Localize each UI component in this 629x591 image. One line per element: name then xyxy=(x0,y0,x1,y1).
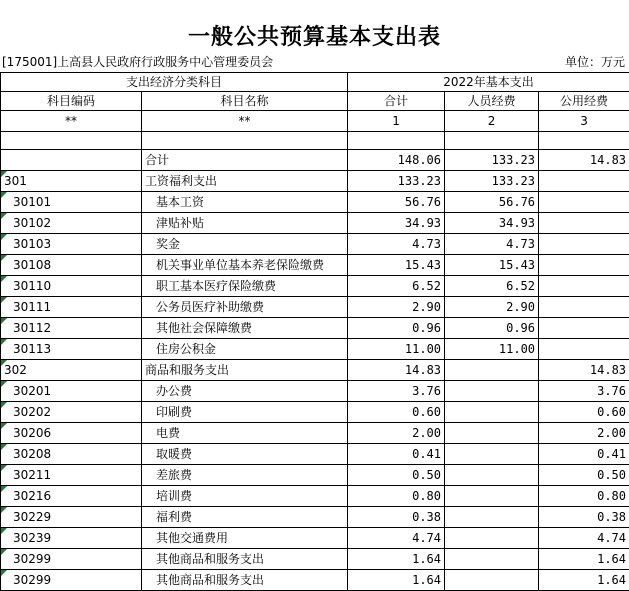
cell-personnel[interactable] xyxy=(445,402,539,423)
cell-code-text: 30112 xyxy=(13,321,51,335)
spacer-cell xyxy=(1,132,142,150)
cell-public[interactable] xyxy=(539,276,629,297)
cell-personnel[interactable] xyxy=(445,486,539,507)
cell-code[interactable] xyxy=(1,549,142,570)
cell-total[interactable]: 4.73 xyxy=(348,234,445,255)
spacer-cell xyxy=(445,132,539,150)
header-personnel: 人员经费 xyxy=(445,92,539,111)
cell-code-text: 30111 xyxy=(13,300,51,314)
cell-total[interactable]: 148.06 xyxy=(348,150,445,171)
index-total: 1 xyxy=(348,111,445,132)
cell-total[interactable]: 11.00 xyxy=(348,339,445,360)
cell-marker-icon xyxy=(1,465,7,471)
cell-name[interactable]: 工资福利支出 xyxy=(142,171,348,192)
cell-total[interactable]: 0.96 xyxy=(348,318,445,339)
cell-code-text: 30208 xyxy=(13,447,51,461)
cell-personnel[interactable] xyxy=(445,465,539,486)
cell-personnel[interactable]: 56.76 xyxy=(445,192,539,213)
spacer-cell xyxy=(539,132,629,150)
index-code: ** xyxy=(1,111,142,132)
cell-personnel[interactable] xyxy=(445,549,539,570)
cell-code[interactable] xyxy=(1,507,142,528)
header-total: 合计 xyxy=(348,92,445,111)
cell-public[interactable] xyxy=(539,213,629,234)
table-row xyxy=(1,213,629,234)
table-row xyxy=(1,570,629,591)
cell-total[interactable]: 14.83 xyxy=(348,360,445,381)
table-row xyxy=(1,465,629,486)
cell-marker-icon xyxy=(1,276,7,282)
cell-name[interactable]: 其他交通费用 xyxy=(142,528,348,549)
cell-name[interactable]: 培训费 xyxy=(142,486,348,507)
header-code: 科目编码 xyxy=(1,92,142,111)
cell-code[interactable] xyxy=(1,150,142,171)
cell-code-text: 30103 xyxy=(13,237,51,251)
cell-personnel[interactable]: 11.00 xyxy=(445,339,539,360)
cell-personnel[interactable]: 133.23 xyxy=(445,171,539,192)
cell-personnel[interactable]: 133.23 xyxy=(445,150,539,171)
cell-public[interactable]: 0.60 xyxy=(539,402,629,423)
cell-personnel[interactable] xyxy=(445,360,539,381)
table-row xyxy=(1,444,629,465)
cell-name[interactable]: 差旅费 xyxy=(142,465,348,486)
header-row-index xyxy=(1,111,629,132)
cell-code[interactable] xyxy=(1,255,142,276)
cell-public[interactable]: 0.80 xyxy=(539,486,629,507)
cell-personnel[interactable] xyxy=(445,507,539,528)
cell-code-text: 30113 xyxy=(13,342,51,356)
cell-name[interactable]: 津贴补贴 xyxy=(142,213,348,234)
cell-personnel[interactable] xyxy=(445,444,539,465)
cell-code-text: 30216 xyxy=(13,489,51,503)
cell-name[interactable]: 印刷费 xyxy=(142,402,348,423)
cell-public[interactable]: 1.64 xyxy=(539,549,629,570)
cell-public[interactable] xyxy=(539,192,629,213)
cell-code-text: 302 xyxy=(4,363,27,377)
unit-label: 单位：万元 xyxy=(565,53,625,71)
cell-total[interactable]: 3.76 xyxy=(348,381,445,402)
index-personnel: 2 xyxy=(445,111,539,132)
cell-marker-icon xyxy=(1,528,7,534)
cell-name[interactable]: 电费 xyxy=(142,423,348,444)
table-row xyxy=(1,549,629,570)
cell-total[interactable]: 6.52 xyxy=(348,276,445,297)
cell-marker-icon xyxy=(1,423,7,429)
index-name: ** xyxy=(142,111,348,132)
table-row xyxy=(1,381,629,402)
report-subheader xyxy=(0,53,629,71)
cell-code[interactable] xyxy=(1,276,142,297)
cell-public[interactable] xyxy=(539,255,629,276)
cell-total[interactable]: 15.43 xyxy=(348,255,445,276)
cell-personnel[interactable]: 15.43 xyxy=(445,255,539,276)
cell-marker-icon xyxy=(1,507,7,513)
cell-code-text: 30202 xyxy=(13,405,51,419)
cell-total[interactable]: 0.41 xyxy=(348,444,445,465)
header-row-columns xyxy=(1,92,629,111)
cell-name[interactable]: 住房公积金 xyxy=(142,339,348,360)
table-row xyxy=(1,486,629,507)
cell-name[interactable]: 其他商品和服务支出 xyxy=(142,549,348,570)
table-row xyxy=(1,234,629,255)
cell-public[interactable]: 3.76 xyxy=(539,381,629,402)
cell-total[interactable]: 133.23 xyxy=(348,171,445,192)
cell-name[interactable]: 办公费 xyxy=(142,381,348,402)
cell-code[interactable] xyxy=(1,381,142,402)
cell-marker-icon xyxy=(1,318,7,324)
cell-code[interactable] xyxy=(1,171,142,192)
cell-public[interactable] xyxy=(539,339,629,360)
cell-public[interactable] xyxy=(539,297,629,318)
cell-total[interactable]: 0.60 xyxy=(348,402,445,423)
cell-name[interactable]: 机关事业单位基本养老保险缴费 xyxy=(142,255,348,276)
cell-code-text: 30211 xyxy=(13,468,51,482)
cell-name[interactable]: 福利费 xyxy=(142,507,348,528)
cell-public[interactable]: 14.83 xyxy=(539,150,629,171)
cell-marker-icon xyxy=(1,192,7,198)
table-row xyxy=(1,339,629,360)
cell-total[interactable]: 34.93 xyxy=(348,213,445,234)
cell-public[interactable]: 4.74 xyxy=(539,528,629,549)
cell-marker-icon xyxy=(1,444,7,450)
cell-marker-icon xyxy=(1,297,7,303)
cell-code[interactable] xyxy=(1,444,142,465)
cell-code-text: 30206 xyxy=(13,426,51,440)
table-row xyxy=(1,171,629,192)
cell-marker-icon xyxy=(1,486,7,492)
cell-marker-icon xyxy=(1,360,7,366)
cell-marker-icon xyxy=(1,381,7,387)
cell-code-text: 30110 xyxy=(13,279,51,293)
cell-personnel[interactable] xyxy=(445,381,539,402)
cell-code[interactable] xyxy=(1,423,142,444)
budget-table xyxy=(0,72,629,591)
table-row xyxy=(1,192,629,213)
cell-total[interactable]: 56.76 xyxy=(348,192,445,213)
cell-personnel[interactable] xyxy=(445,423,539,444)
cell-name[interactable]: 奖金 xyxy=(142,234,348,255)
cell-public[interactable] xyxy=(539,234,629,255)
cell-name[interactable]: 商品和服务支出 xyxy=(142,360,348,381)
cell-marker-icon xyxy=(1,213,7,219)
table-row xyxy=(1,150,629,171)
cell-code[interactable] xyxy=(1,339,142,360)
cell-code-text: 30229 xyxy=(13,510,51,524)
cell-personnel[interactable] xyxy=(445,528,539,549)
cell-personnel[interactable]: 0.96 xyxy=(445,318,539,339)
cell-name[interactable]: 其他商品和服务支出 xyxy=(142,570,348,591)
cell-public[interactable]: 2.00 xyxy=(539,423,629,444)
cell-code[interactable] xyxy=(1,465,142,486)
cell-public[interactable]: 1.64 xyxy=(539,570,629,591)
cell-total[interactable]: 4.74 xyxy=(348,528,445,549)
table-row xyxy=(1,423,629,444)
header-row-group xyxy=(1,73,629,92)
table-row xyxy=(1,276,629,297)
cell-name[interactable]: 基本工资 xyxy=(142,192,348,213)
cell-code[interactable] xyxy=(1,192,142,213)
cell-code-text: 301 xyxy=(4,174,27,188)
cell-code[interactable] xyxy=(1,360,142,381)
cell-marker-icon xyxy=(1,549,7,555)
cell-public[interactable]: 0.41 xyxy=(539,444,629,465)
cell-code-text: 30108 xyxy=(13,258,51,272)
cell-total[interactable]: 0.80 xyxy=(348,486,445,507)
cell-marker-icon xyxy=(1,255,7,261)
cell-personnel[interactable]: 34.93 xyxy=(445,213,539,234)
cell-personnel[interactable]: 2.90 xyxy=(445,297,539,318)
table-row xyxy=(1,360,629,381)
table-row xyxy=(1,402,629,423)
spacer-cell xyxy=(348,132,445,150)
cell-name[interactable]: 其他社会保障缴费 xyxy=(142,318,348,339)
organization-name: [175001]上高县人民政府行政服务中心管理委员会 xyxy=(2,53,273,71)
cell-code[interactable] xyxy=(1,234,142,255)
cell-code-text: 30239 xyxy=(13,531,51,545)
cell-name[interactable]: 职工基本医疗保险缴费 xyxy=(142,276,348,297)
report-title: 一般公共预算基本支出表 xyxy=(0,22,629,52)
header-group-basic-expense: 2022年基本支出 xyxy=(348,73,629,92)
cell-total[interactable]: 2.00 xyxy=(348,423,445,444)
header-public: 公用经费 xyxy=(539,92,629,111)
cell-public[interactable]: 0.38 xyxy=(539,507,629,528)
cell-code[interactable] xyxy=(1,570,142,591)
cell-code[interactable] xyxy=(1,486,142,507)
table-row xyxy=(1,318,629,339)
table-row xyxy=(1,507,629,528)
cell-marker-icon xyxy=(1,570,7,576)
table-row xyxy=(1,255,629,276)
cell-code-text: 30201 xyxy=(13,384,51,398)
cell-marker-icon xyxy=(1,171,7,177)
table-row xyxy=(1,297,629,318)
cell-code[interactable] xyxy=(1,318,142,339)
cell-name[interactable]: 公务员医疗补助缴费 xyxy=(142,297,348,318)
cell-code-text: 30299 xyxy=(13,552,51,566)
cell-total[interactable]: 1.64 xyxy=(348,570,445,591)
cell-total[interactable]: 0.38 xyxy=(348,507,445,528)
cell-public[interactable] xyxy=(539,171,629,192)
cell-personnel[interactable] xyxy=(445,570,539,591)
cell-name[interactable]: 合计 xyxy=(142,150,348,171)
spacer-cell xyxy=(142,132,348,150)
cell-personnel[interactable]: 4.73 xyxy=(445,234,539,255)
cell-code[interactable] xyxy=(1,213,142,234)
table-row xyxy=(1,528,629,549)
header-group-economic: 支出经济分类科目 xyxy=(1,73,348,92)
index-public: 3 xyxy=(539,111,629,132)
cell-personnel[interactable]: 6.52 xyxy=(445,276,539,297)
cell-code-text: 30299 xyxy=(13,573,51,587)
cell-code-text: 30101 xyxy=(13,195,51,209)
cell-marker-icon xyxy=(1,402,7,408)
cell-code-text: 30102 xyxy=(13,216,51,230)
cell-marker-icon xyxy=(1,234,7,240)
cell-total[interactable]: 2.90 xyxy=(348,297,445,318)
cell-total[interactable]: 0.50 xyxy=(348,465,445,486)
spacer-row xyxy=(1,132,629,150)
cell-code[interactable] xyxy=(1,297,142,318)
cell-public[interactable]: 0.50 xyxy=(539,465,629,486)
cell-public[interactable]: 14.83 xyxy=(539,360,629,381)
cell-code[interactable] xyxy=(1,402,142,423)
cell-public[interactable] xyxy=(539,318,629,339)
cell-marker-icon xyxy=(1,339,7,345)
cell-code[interactable] xyxy=(1,528,142,549)
cell-total[interactable]: 1.64 xyxy=(348,549,445,570)
cell-name[interactable]: 取暖费 xyxy=(142,444,348,465)
header-name: 科目名称 xyxy=(142,92,348,111)
